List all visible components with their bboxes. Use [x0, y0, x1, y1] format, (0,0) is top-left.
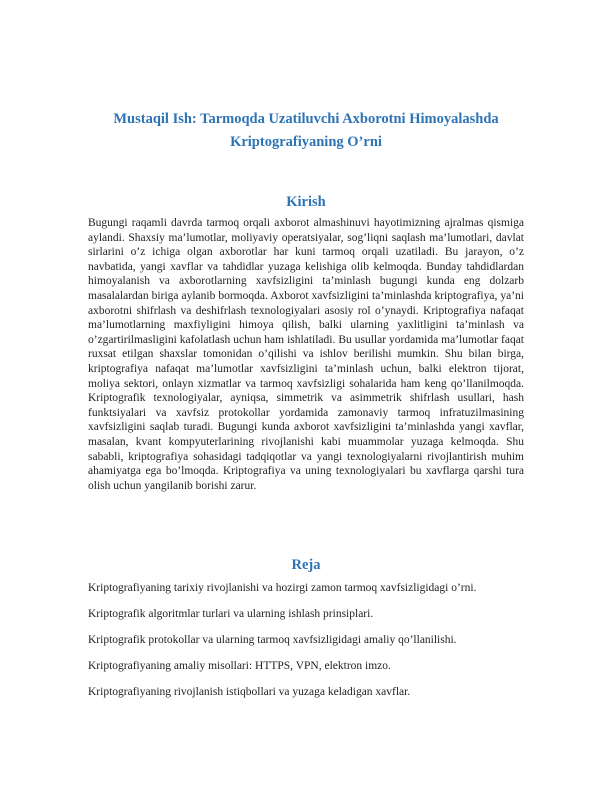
section-heading-kirish: Kirish	[286, 194, 326, 210]
section-heading-reja: Reja	[291, 557, 321, 574]
reja-item: Kriptografik algoritmlar turlari va ularning ishlash prinsiplari.	[88, 608, 374, 621]
intro-paragraph: Bugungi raqamli davrda tarmoq orqali axborot almashinuvi hayotimizning ajralmas qismiga aylandi. Shaxsiy ma’lumotlar, moliyaviy operatsiyalar, sog’liqni saqlash ma’lumotlari, davlat sirlarini o’z ichiga olgan axborotlar har kuni tarmoq orqali uzatiladi. Bu jarayon, o’z navbatida, yangi xavflar va tahdidlar yuzaga kelishiga olib kelmoqda. Bunday tahdidlardan himoyalanish va axborotlarning xavfsizligini ta’minlash bugungi kunda eng dolzarb masalalardan biriga aylanib bormoqda. Axborot xavfsizligini ta’minlashda kriptografiya, ya’ni axborotni shifrlash va deshifrlash texnologiyalari asosiy rol o’ynaydi. Kriptografiya nafaqat ma’lumotlarning maxfiyligini himoya qilish, balki ularning yaxlitligini ta’minlash va o’zgartirilmasligini kafolatlash uchun ham ishlatiladi. Bu usullar yordamida ma’lumotlar faqat ruxsat etilgan shaxslar tomonidan o’qilishi va ishlov berilishi mumkin. Shu bilan birga, kriptografiya nafaqat ma’lumotlar xavfsizligini ta’minlash uchun, balki elektron tijorat, moliya sektori, onlayn xizmatlar va tarmoq xavfsizligi sohalarida ham keng qo’llanilmoqda. Kriptografik texnologiyalar, ayniqsa, simmetrik va asimmetrik shifrlash usullari, hash funktsiyalari va xavfsiz protokollar yordamida zamonaviy tarmoq infratuzilmasining xavfsizligini saqlab turadi. Bugungi kunda axborot xavfsizligini ta’minlashda yangi xavflar, masalan, kvant kompyuterlarining rivojlanishi kabi muammolar yuzaga kelmoqda. Shu sababli, kriptografiya sohasidagi tadqiqotlar va yangi texnologiyalarni rivojlantirish muhim ahamiyatga ega bo’lmoqda. Kriptografiya va uning texnologiyalari bu xavflarga qarshi tura olish uchun yangilanib borishi zarur.	[88, 217, 524, 492]
document-title-line-2: Kriptografiyaning O’rni	[230, 134, 382, 150]
reja-list	[88, 581, 524, 700]
reja-item: Kriptografiyaning rivojlanish istiqbollari va yuzaga keladigan xavflar.	[88, 686, 411, 699]
reja-item: Kriptografiyaning amaliy misollari: HTTPS, VPN, elektron imzo.	[88, 660, 391, 673]
reja-item: Kriptografik protokollar va ularning tarmoq xavfsizligidagi amaliy qo’llanilishi.	[88, 634, 457, 647]
reja-item: Kriptografiyaning tarixiy rivojlanishi va hozirgi zamon tarmoq xavfsizligidagi o’rni.	[88, 582, 477, 595]
document-title	[88, 108, 524, 154]
document-title-line-1: Mustaqil Ish: Tarmoqda Uzatiluvchi Axborotni Himoyalashda	[113, 111, 499, 127]
